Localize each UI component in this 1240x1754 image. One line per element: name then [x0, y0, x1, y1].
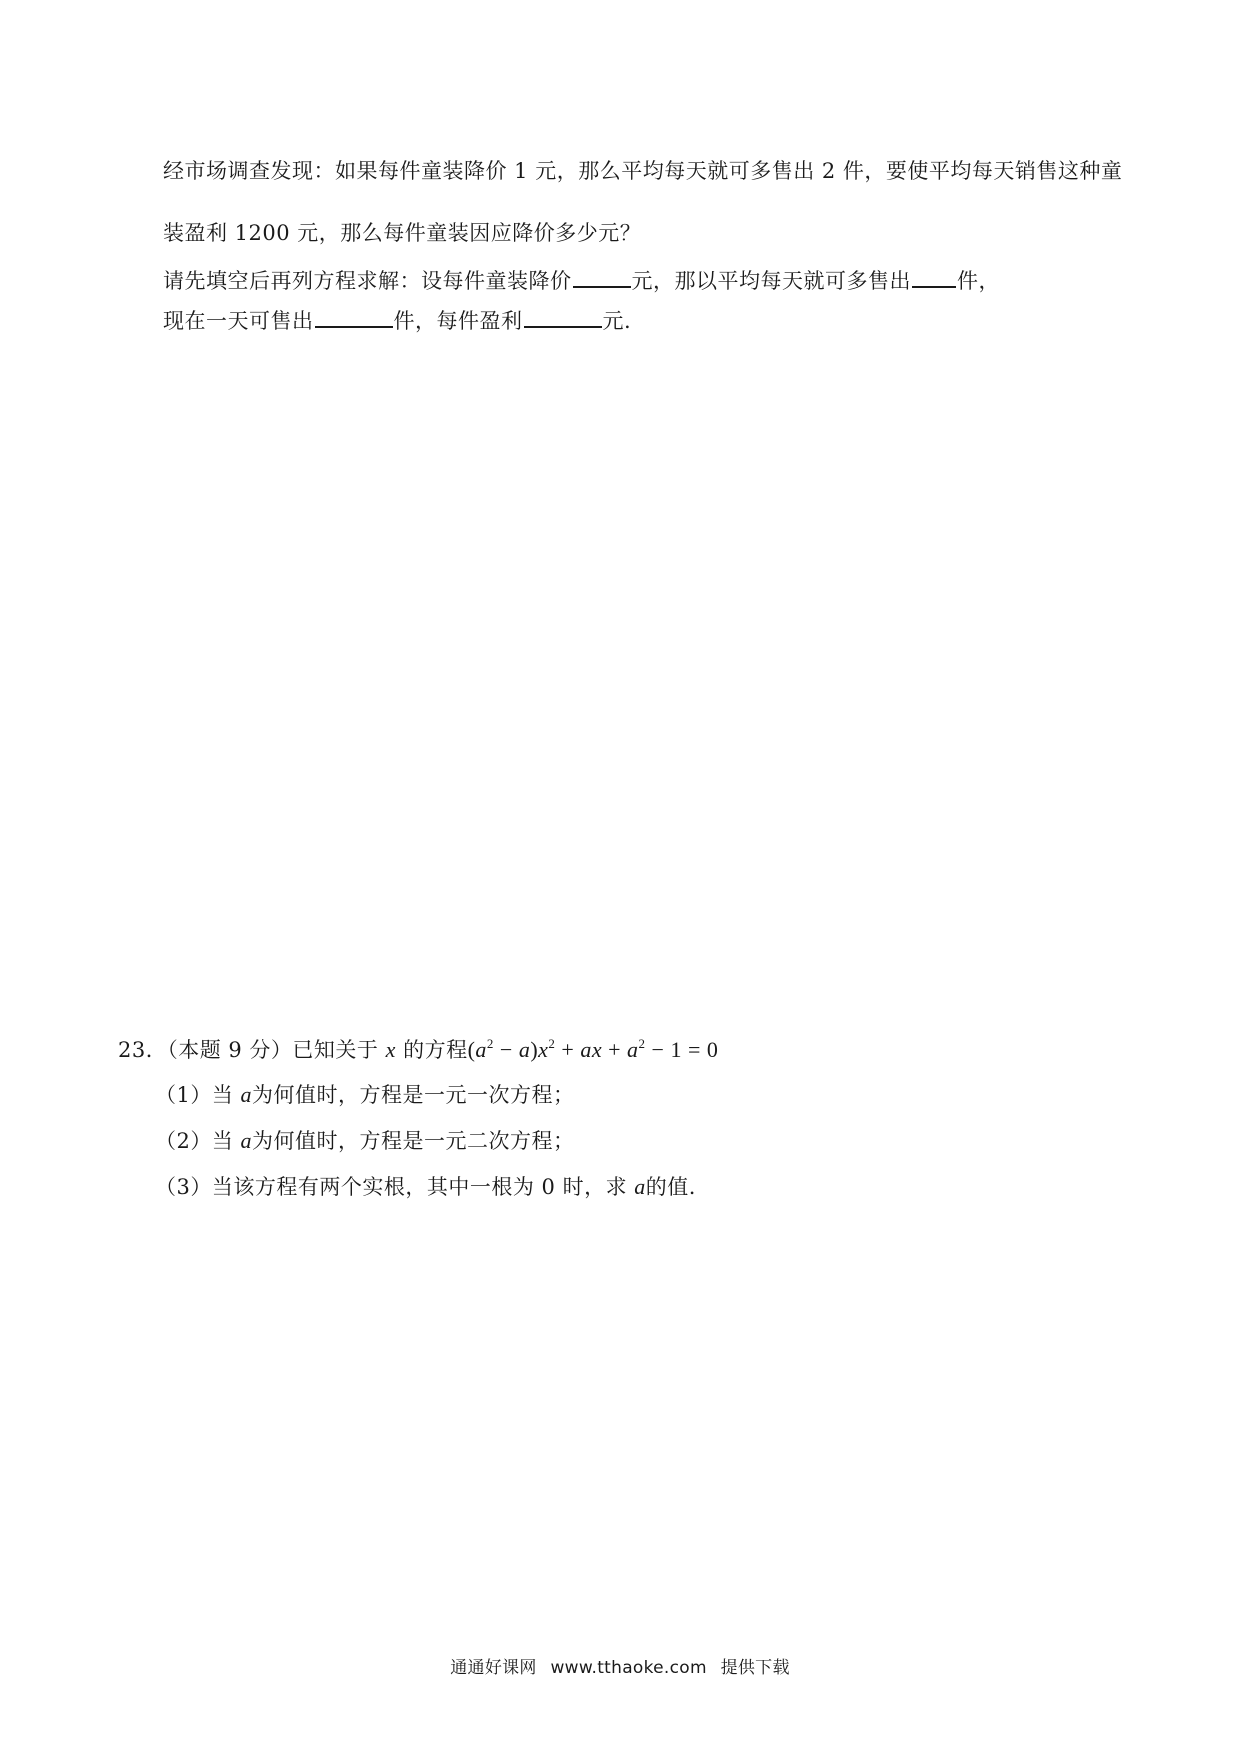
problem-text: 的方程: [403, 1038, 468, 1062]
variable-a: a: [240, 1128, 253, 1153]
eq-op: +: [555, 1037, 581, 1062]
problem22-line2: 装盈利 1200 元，那么每件童装因应降价多少元？: [163, 221, 642, 245]
variable-x: x: [385, 1037, 396, 1062]
eq-exponent: 2: [638, 1036, 646, 1051]
fill-text: 件，: [957, 269, 1000, 293]
eq-var: a: [627, 1037, 639, 1062]
eq-op: − 1 = 0: [645, 1037, 719, 1062]
eq-exponent: 2: [486, 1036, 494, 1051]
question-text: 为何值时，方程是一元一次方程；: [252, 1083, 575, 1107]
problem23-q3: [155, 1172, 696, 1202]
problem-number-label: 23．（本题 9 分）已知关于: [118, 1038, 379, 1062]
question-text: 为何值时，方程是一元二次方程；: [252, 1129, 575, 1153]
question-text: （1）当: [155, 1083, 241, 1107]
eq-op: +: [602, 1037, 628, 1062]
eq-exponent: 2: [548, 1036, 556, 1051]
fill-text: 件，每件盈利: [393, 309, 523, 333]
problem23-q1: [155, 1080, 575, 1110]
question-text: （3）当该方程有两个实根，其中一根为 0 时，求: [155, 1175, 635, 1199]
problem22-fill-line1: [163, 264, 1000, 296]
fill-text: 元，那以平均每天就可多售出: [631, 269, 911, 293]
variable-a: a: [240, 1082, 253, 1107]
variable-a: a: [634, 1174, 646, 1199]
eq-var: x: [538, 1037, 549, 1062]
equation: [468, 1037, 719, 1062]
fill-text: 现在一天可售出: [163, 309, 314, 333]
eq-var: a: [475, 1037, 487, 1062]
page-footer: [0, 1653, 1240, 1678]
problem22-fill-line2: [163, 304, 631, 336]
fill-text: 元.: [602, 309, 632, 333]
eq-op: −: [493, 1037, 519, 1062]
answer-blank[interactable]: [573, 264, 631, 288]
fill-text: 请先填空后再列方程求解：设每件童装降价: [163, 269, 572, 293]
eq-var: ax: [580, 1037, 603, 1062]
eq-var: a: [518, 1037, 531, 1062]
eq-paren: (: [467, 1037, 476, 1062]
footer-action-text: 提供下载: [720, 1658, 790, 1678]
eq-paren: ): [530, 1037, 539, 1062]
question-text: 的值.: [645, 1175, 696, 1199]
answer-blank[interactable]: [315, 304, 393, 328]
answer-blank[interactable]: [524, 304, 602, 328]
problem23-header: [118, 1035, 718, 1065]
problem22-line1: 经市场调查发现：如果每件童装降价 1 元，那么平均每天就可多售出 2 件，要使平均每天销售这种童: [163, 159, 1123, 183]
footer-site-name: 通通好课网: [450, 1658, 537, 1678]
problem23-q2: [155, 1126, 575, 1156]
answer-blank[interactable]: [912, 264, 956, 288]
question-text: （2）当: [155, 1129, 241, 1153]
footer-url-link[interactable]: www.tthaoke.com: [550, 1658, 707, 1678]
